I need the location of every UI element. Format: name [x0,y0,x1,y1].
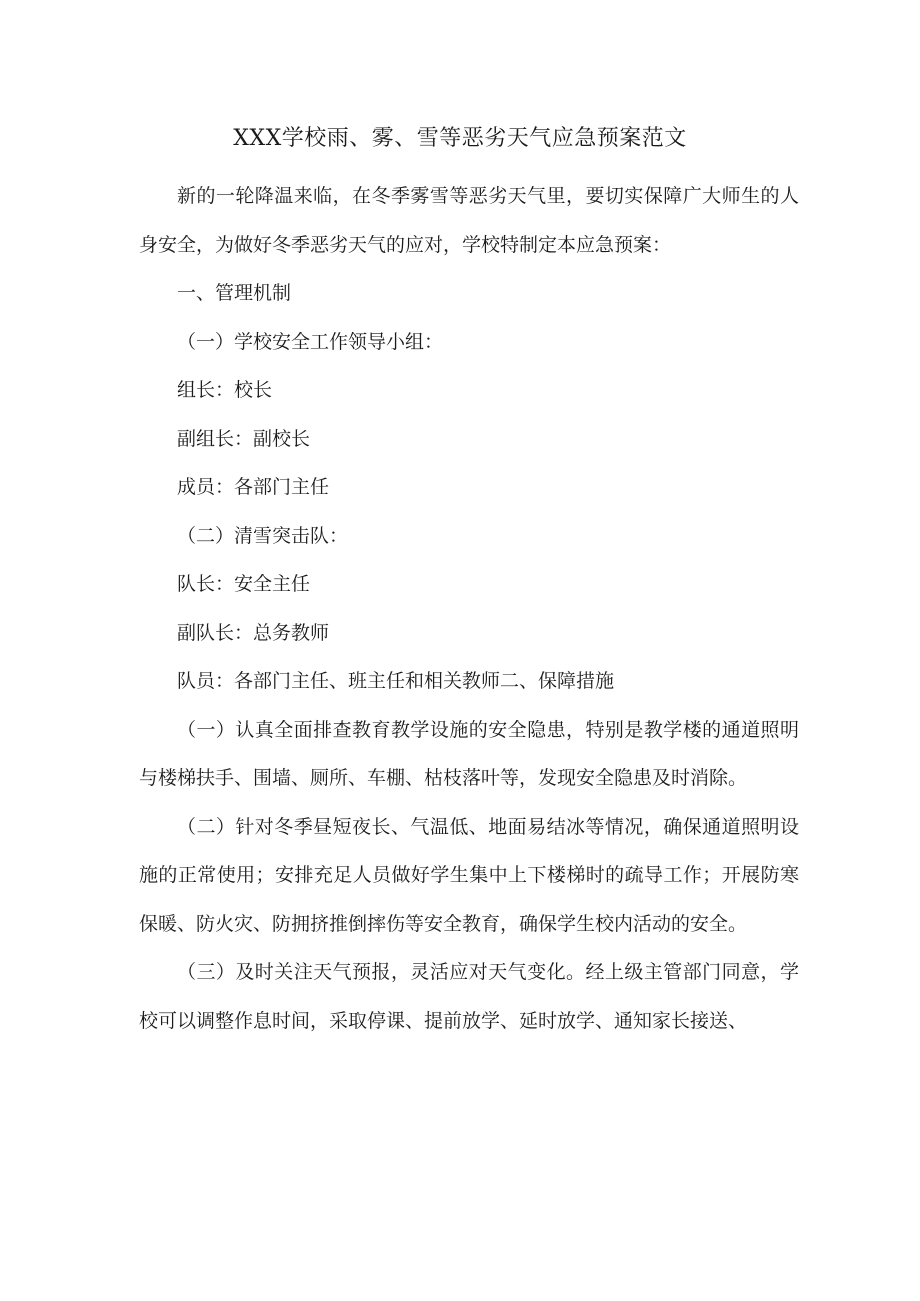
measure-paragraph-3: （三）及时关注天气预报，灵活应对天气变化。经上级主管部门同意，学校可以调整作息时间，采取停课、提前放学、延时放学、通知家长接送、 [139,961,799,1032]
measure-paragraph-1: （一）认真全面排查教育教学设施的安全隐患，特别是教学楼的通道照明与楼梯扶手、围墙、厕所、车棚、枯枝落叶等，发现安全隐患及时消除。 [139,718,799,789]
document-body [139,172,799,1045]
leadership-group-leader: 组长：校长 [177,379,273,401]
snow-team-members: 队员：各部门主任、班主任和相关教师二、保障措施 [177,670,615,692]
subsection-heading-snow-team: （二）清雪突击队： [177,524,349,547]
intro-paragraph: 新的一轮降温来临，在冬季雾雪等恶劣天气里，要切实保障广大师生的人身安全，为做好冬季恶劣天气的应对，学校特制定本应急预案： [139,185,799,256]
snow-team-deputy: 副队长：总务教师 [177,621,330,644]
section-heading-management: 一、管理机制 [177,282,292,304]
leadership-group-members: 成员：各部门主任 [177,476,330,498]
leadership-group-deputy: 副组长：副校长 [177,427,311,450]
subsection-heading-leadership-group: （一）学校安全工作领导小组： [177,330,444,353]
document-title: XXX学校雨、雾、雪等恶劣天气应急预案范文 [233,126,687,151]
snow-team-leader: 队长：安全主任 [177,573,311,595]
measure-paragraph-2: （二）针对冬季昼短夜长、气温低、地面易结冰等情况，确保通道照明设施的正常使用；安排充足人员做好学生集中上下楼梯时的疏导工作；开展防寒保暖、防火灾、防拥挤推倒摔伤等安全教育，确保学生校内活动的安全。 [139,815,799,935]
